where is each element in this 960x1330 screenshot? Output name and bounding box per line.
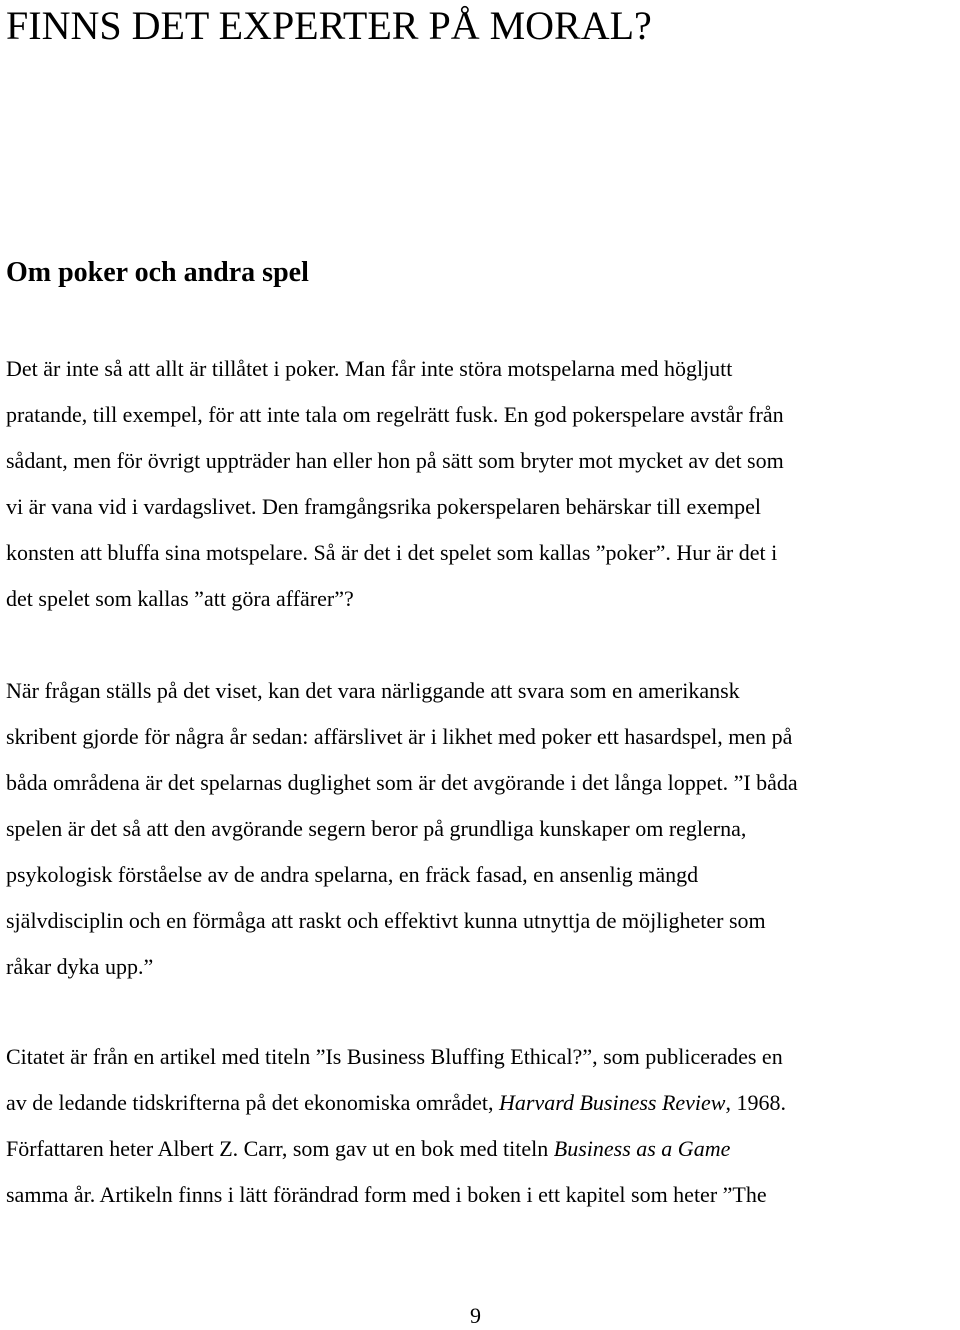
paragraph-line: det spelet som kallas ”att göra affärer”? xyxy=(6,586,354,611)
paragraph-line: spelen är det så att den avgörande segern beror på grundliga kunskaper om reglerna, xyxy=(6,816,747,841)
paragraph-line: psykologisk förståelse av de andra spelarna, en fräck fasad, en ansenlig mängd xyxy=(6,862,699,887)
paragraph-line xyxy=(6,1126,958,1172)
paragraph-line: Det är inte så att allt är tillåtet i poker. Man får inte störa motspelarna med högljutt xyxy=(6,356,733,381)
text-run: av de ledande tidskrifterna på det ekonomiska området, xyxy=(6,1090,499,1115)
paragraph-line: pratande, till exempel, för att inte tala om regelrätt fusk. En god pokerspelare avstår från xyxy=(6,402,784,427)
text-run: Författaren heter Albert Z. Carr, som gav ut en bok med titeln xyxy=(6,1136,554,1161)
paragraph-line: självdisciplin och en förmåga att raskt och effektivt kunna utnyttja de möjligheter som xyxy=(6,908,766,933)
paragraph-line: Citatet är från en artikel med titeln ”Is Business Bluffing Ethical?”, som publicerades en xyxy=(6,1044,783,1069)
paragraph-2 xyxy=(6,668,958,990)
book-title: Business as a Game xyxy=(553,1136,731,1161)
paragraph-line: När frågan ställs på det viset, kan det vara närliggande att svara som en amerikansk xyxy=(6,678,740,703)
paragraph-3 xyxy=(6,1034,958,1218)
paragraph-line: båda områdena är det spelarnas duglighet som är det avgörande i det långa loppet. ”I båda xyxy=(6,770,798,795)
paragraph-line: vi är vana vid i vardagslivet. Den framgångsrika pokerspelaren behärskar till exempel xyxy=(6,494,762,519)
paragraph-line: råkar dyka upp.” xyxy=(6,954,154,979)
text-run: , 1968. xyxy=(725,1090,786,1115)
paragraph-line xyxy=(6,1080,958,1126)
paragraph-1 xyxy=(6,346,958,622)
page-number: 9 xyxy=(470,1303,481,1328)
paragraph-line: konsten att bluffa sina motspelare. Så är det i det spelet som kallas ”poker”. Hur är det i xyxy=(6,540,778,565)
paragraph-line: skribent gjorde för några år sedan: affärslivet är i likhet med poker ett hasardspel, men på xyxy=(6,724,793,749)
section-heading: Om poker och andra spel xyxy=(6,257,309,288)
paragraph-line: sådant, men för övrigt uppträder han eller hon på sätt som bryter mot mycket av det som xyxy=(6,448,784,473)
journal-title: Harvard Business Review xyxy=(499,1090,726,1115)
document-title: FINNS DET EXPERTER PÅ MORAL? xyxy=(6,3,652,48)
paragraph-line: samma år. Artikeln finns i lätt förändrad form med i boken i ett kapitel som heter ”The xyxy=(6,1182,767,1207)
